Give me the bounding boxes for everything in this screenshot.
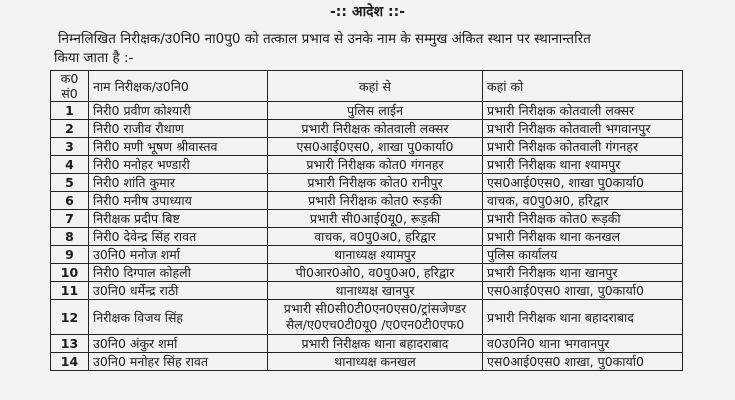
table-row [51, 138, 683, 156]
cell-serial-number: 9 [51, 246, 89, 264]
cell-serial-number: 5 [51, 174, 89, 192]
transfer-table [50, 70, 683, 371]
table-row [51, 282, 683, 300]
cell-to-posting: प्रभारी निरीक्षक थाना बहादराबाद [483, 300, 683, 335]
cell-to-posting: प्रभारी निरीक्षक थाना खानपुर [483, 264, 683, 282]
header-serial-line-2: सं0 [61, 86, 78, 101]
cell-serial-number: 11 [51, 282, 89, 300]
header-serial-number [51, 71, 89, 102]
intro-line-1: निम्नलिखित निरीक्षक/उ0नि0 ना0पु0 को तत्काल प्रभाव से उनके नाम के सम्मुख अंकित स्थान पर स्थानान्तरित [58, 31, 591, 47]
order-heading: -:: आदेश ::- [329, 4, 406, 20]
cell-to-posting: प्रभारी निरीक्षक कोतवाली लक्सर [483, 102, 683, 120]
cell-from-posting: एस0आई0एस0, शाखा पु0कार्या0 [268, 138, 483, 156]
cell-officer-name: उ0नि0 मनोहर सिंह रावत [89, 353, 268, 371]
header-name: नाम निरीक्षक/उ0नि0 [89, 71, 268, 102]
cell-from-posting: प्रभारी सी0सी0टी0एन0एस0/ट्रांसजेण्डर सैल/ए0एच0टी0यू0 /ए0एन0टी0एफ0 [268, 300, 483, 335]
cell-to-posting: पुलिस कार्यालय [483, 246, 683, 264]
header-to: कहां को [483, 71, 683, 102]
table-row [51, 246, 683, 264]
cell-officer-name: निरीक्षक विजय सिंह [89, 300, 268, 335]
order-intro [54, 30, 730, 68]
cell-to-posting: प्रभारी निरीक्षक थाना कनखल [483, 228, 683, 246]
cell-from-posting: वाचक, व0पु0अ0, हरिद्वार [268, 228, 483, 246]
cell-serial-number: 2 [51, 120, 89, 138]
cell-from-posting: प्रभारी निरीक्षक कोत0 रूड़की [268, 192, 483, 210]
cell-to-posting: एस0आई0एस0 शाखा, पु0कार्या0 [483, 282, 683, 300]
cell-officer-name: निरी0 मनीष उपाध्याय [89, 192, 268, 210]
cell-serial-number: 4 [51, 156, 89, 174]
cell-officer-name: निरी0 दिग्पाल कोहली [89, 264, 268, 282]
cell-serial-number: 3 [51, 138, 89, 156]
table-row [51, 228, 683, 246]
table-row [51, 102, 683, 120]
cell-from-posting: प्रभारी निरीक्षक थाना बहादराबाद [268, 335, 483, 353]
cell-to-posting: प्रभारी निरीक्षक कोतवाली गंगनहर [483, 138, 683, 156]
table-row [51, 264, 683, 282]
cell-serial-number: 12 [51, 300, 89, 335]
cell-to-posting: वाचक, व0पु0अ0, हरिद्वार [483, 192, 683, 210]
cell-to-posting: प्रभारी निरीक्षक थाना श्यामपुर [483, 156, 683, 174]
cell-from-posting: प्रभारी निरीक्षक कोत0 रानीपुर [268, 174, 483, 192]
table-row [51, 353, 683, 371]
cell-officer-name: निरी0 मनोहर भण्डारी [89, 156, 268, 174]
table-header-row [51, 71, 683, 102]
cell-serial-number: 8 [51, 228, 89, 246]
cell-officer-name: उ0नि0 अंकुर शर्मा [89, 335, 268, 353]
cell-from-posting: प्रभारी सी0आई0यू0, रूड़की [268, 210, 483, 228]
cell-serial-number: 13 [51, 335, 89, 353]
cell-officer-name: निरी0 राजीव रौथाण [89, 120, 268, 138]
cell-serial-number: 1 [51, 102, 89, 120]
cell-officer-name: निरी0 मणी भूषण श्रीवास्तव [89, 138, 268, 156]
cell-to-posting: व0उ0नि0 थाना भगवानपुर [483, 335, 683, 353]
cell-officer-name: उ0नि0 धर्मेन्द्र राठी [89, 282, 268, 300]
cell-to-posting: प्रभारी निरीक्षक कोत0 रूड़की [483, 210, 683, 228]
table-row [51, 210, 683, 228]
table-row [51, 300, 683, 335]
cell-to-posting: एस0आई0एस0 शाखा, पु0कार्या0 [483, 353, 683, 371]
table-row [51, 192, 683, 210]
header-from: कहां से [268, 71, 483, 102]
table-row [51, 174, 683, 192]
cell-from-posting: प्रभारी निरीक्षक कोतवाली लक्सर [268, 120, 483, 138]
cell-to-posting: एस0आई0एस0, शाखा पु0कार्या0 [483, 174, 683, 192]
cell-officer-name: निरी0 प्रवीण कोश्यारी [89, 102, 268, 120]
cell-from-posting: थानाध्यक्ष श्यामपुर [268, 246, 483, 264]
cell-officer-name: निरी0 देवेन्द्र सिंह रावत [89, 228, 268, 246]
cell-from-posting: थानाध्यक्ष खानपुर [268, 282, 483, 300]
cell-serial-number: 14 [51, 353, 89, 371]
table-row [51, 156, 683, 174]
header-serial-line-1: क0 [60, 71, 79, 86]
cell-serial-number: 6 [51, 192, 89, 210]
cell-serial-number: 10 [51, 264, 89, 282]
cell-from-posting: प्रभारी निरीक्षक कोत0 गंगनहर [268, 156, 483, 174]
cell-officer-name: उ0नि0 मनोज शर्मा [89, 246, 268, 264]
table-row [51, 335, 683, 353]
cell-from-posting: थानाध्यक्ष कनखल [268, 353, 483, 371]
cell-from-posting: पुलिस लाईन [268, 102, 483, 120]
cell-to-posting: प्रभारी निरीक्षक कोतवाली भगवानपुर [483, 120, 683, 138]
cell-officer-name: निरी0 शांति कुमार [89, 174, 268, 192]
cell-serial-number: 7 [51, 210, 89, 228]
table-row [51, 120, 683, 138]
intro-line-2: किया जाता है :- [54, 50, 134, 66]
cell-from-posting: पी0आर0ओ0, व0पु0अ0, हरिद्वार [268, 264, 483, 282]
cell-officer-name: निरीक्षक प्रदीप बिष्ट [89, 210, 268, 228]
